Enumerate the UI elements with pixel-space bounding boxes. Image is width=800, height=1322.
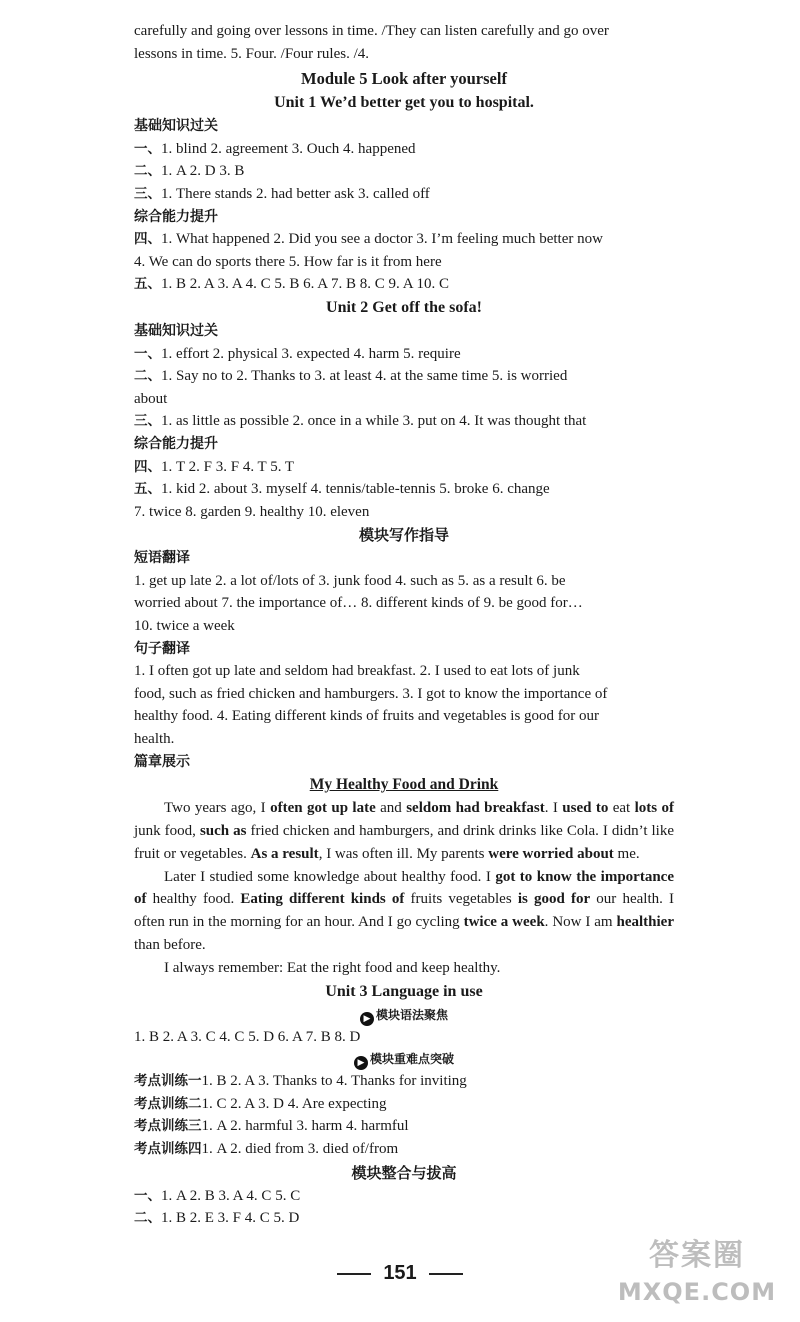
answers: 1. kid 2. about 3. myself 4. tennis/table-tennis 5. broke 6. change [161, 481, 550, 498]
essay-paragraph-2 [134, 866, 674, 957]
watermark-text: 答案圈 [649, 1238, 745, 1273]
section-number: 五、 [134, 276, 161, 293]
answers: 1. A 2. died from 3. died of/from [201, 1140, 399, 1157]
unit2-part5 [134, 478, 674, 501]
drill-line [134, 1070, 674, 1093]
play-icon: ▶ [354, 1056, 368, 1070]
answers: 1. T 2. F 3. F 4. T 5. T [161, 458, 295, 475]
banner-label: 模块重难点突破 [369, 1052, 454, 1067]
unit1-part5 [134, 273, 674, 296]
answers: 1. Say no to 2. Thanks to 3. at least 4. at the same time 5. is worried [161, 368, 568, 385]
text-run: Two years ago, I [164, 800, 271, 817]
sentence-line: 1. I often got up late and seldom had breakfast. 2. I used to eat lots of junk [134, 663, 580, 680]
text-line: carefully and going over lessons in time. /They can listen carefully and go over [134, 23, 609, 39]
answers: 1. There stands 2. had better ask 3. called off [161, 185, 430, 202]
essay-paragraph-1 [134, 797, 674, 865]
phrase-translation-heading: 短语翻译 [134, 550, 190, 567]
essay-heading: 篇章展示 [134, 753, 190, 770]
text-run: eat [608, 800, 635, 817]
text-run: healthy food. [146, 891, 241, 908]
answers: 1. B 2. A 3. A 4. C 5. B 6. A 7. B 8. C 9. A 10. C [161, 276, 449, 293]
watermark-url: MXQE.COM [617, 1278, 777, 1306]
watermark-logo [612, 1236, 782, 1316]
bold-phrase: healthier [616, 914, 674, 931]
answers: 1. A 2. D 3. B [161, 163, 245, 180]
answers: 1. C 2. A 3. D 4. Are expecting [201, 1095, 387, 1112]
section-number: 五、 [134, 481, 161, 498]
unit2-basic-heading: 基础知识过关 [134, 322, 218, 339]
sentence-line: healthy food. 4. Eating different kinds of fruits and vegetables is good for our [134, 708, 600, 725]
play-icon: ▶ [360, 1012, 374, 1026]
answers: 1. What happened 2. Did you see a doctor 3. I’m feeling much better now [161, 231, 603, 248]
module-title: Module 5 Look after yourself [301, 69, 507, 89]
sentence-translation-heading: 句子翻译 [134, 640, 190, 657]
text-run: fried chicken and hamburgers, and drink drinks like Cola. I didn’t like fruit or vegetables. [134, 823, 674, 862]
divider [429, 1273, 463, 1275]
unit2-part1 [134, 343, 674, 366]
bold-phrase: twice a week [463, 914, 545, 931]
text-run: fruits vegetables [404, 891, 518, 908]
drill-label: 考点训练二 [134, 1095, 202, 1112]
section-number: 一、 [134, 1187, 161, 1204]
section-number: 一、 [134, 345, 161, 362]
unit2-part2 [134, 365, 674, 388]
unit2-part4 [134, 456, 674, 479]
unit1-part2 [134, 160, 674, 183]
sentence-line: health. [134, 731, 175, 748]
unit1-part3 [134, 183, 674, 206]
drill-label: 考点训练四 [134, 1140, 202, 1157]
text-run: and [375, 800, 407, 817]
grammar-focus-banner [134, 1004, 674, 1026]
unit1-basic-heading: 基础知识过关 [134, 118, 218, 135]
unit2-title: Unit 2 Get off the sofa! [326, 298, 482, 316]
grammar-answers: 1. B 2. A 3. C 4. C 5. D 6. A 7. B 8. D [134, 1028, 361, 1045]
text-run: me. [613, 845, 640, 862]
bold-phrase: such as [199, 823, 247, 840]
unit2-part2-cont: about [134, 390, 168, 407]
drill-line [134, 1138, 674, 1161]
unit2-ability-heading: 综合能力提升 [134, 435, 218, 452]
answers: 1. A 2. harmful 3. harm 4. harmful [201, 1118, 409, 1135]
answers: 1. effort 2. physical 3. expected 4. harm 5. require [161, 345, 461, 362]
text-run: than before. [134, 937, 206, 953]
bold-phrase: were worried about [488, 845, 614, 862]
text-line: lessons in time. 5. Four. /Four rules. /4. [134, 45, 370, 62]
answer-page [134, 20, 674, 1230]
section-number: 二、 [134, 163, 161, 180]
drill-label: 考点训练三 [134, 1118, 202, 1135]
text-run: junk food, [134, 823, 200, 840]
section-number: 四、 [134, 231, 161, 248]
integration-part2 [134, 1207, 674, 1230]
divider [337, 1273, 371, 1275]
section-number: 三、 [134, 185, 161, 202]
text-run: , I was often ill. My parents [318, 845, 489, 862]
bold-phrase: used to [562, 800, 609, 817]
drill-line [134, 1115, 674, 1138]
section-number: 一、 [134, 140, 161, 157]
answers: 1. B 2. A 3. Thanks to 4. Thanks for inviting [201, 1073, 467, 1090]
unit1-part1 [134, 138, 674, 161]
bold-phrase: Eating different kinds of [240, 891, 405, 908]
banner-label: 模块语法聚焦 [375, 1007, 448, 1022]
bold-phrase: seldom had breakfast [406, 800, 545, 817]
section-number: 二、 [134, 1210, 161, 1227]
phrase-line: 10. twice a week [134, 618, 235, 635]
unit1-ability-heading: 综合能力提升 [134, 208, 218, 225]
text-run: . I [544, 800, 563, 817]
section-number: 二、 [134, 368, 161, 385]
drill-line [134, 1093, 674, 1116]
phrase-line: worried about 7. the importance of… 8. different kinds of 9. be good for… [134, 595, 583, 612]
answers: 1. A 2. B 3. A 4. C 5. C [161, 1187, 301, 1204]
phrase-line: 1. get up late 2. a lot of/lots of 3. junk food 4. such as 5. as a result 6. be [134, 572, 566, 589]
section-number: 四、 [134, 458, 161, 475]
text-run: . Now I am [544, 914, 617, 931]
unit1-title: Unit 1 We’d better get you to hospital. [274, 94, 534, 112]
answers: 1. blind 2. agreement 3. Ouch 4. happened [161, 140, 416, 157]
key-points-banner [134, 1048, 674, 1070]
drill-label: 考点训练一 [134, 1073, 202, 1090]
page-number-text: 151 [383, 1262, 417, 1284]
integration-title: 模块整合与拔高 [351, 1163, 457, 1182]
bold-phrase: got to know the importance of [134, 868, 674, 908]
bold-phrase: As a result [250, 845, 319, 862]
answers: 1. B 2. E 3. F 4. C 5. D [161, 1210, 300, 1227]
bold-phrase: lots of [634, 800, 675, 817]
essay-paragraph-3: I always remember: Eat the right food and keep healthy. [164, 959, 501, 976]
section-number: 三、 [134, 413, 161, 430]
unit1-part4-cont: 4. We can do sports there 5. How far is it from here [134, 253, 442, 270]
bold-phrase: often got up late [270, 800, 376, 817]
sentence-line: food, such as fried chicken and hamburgers. 3. I got to know the importance of [134, 685, 608, 702]
bold-phrase: is good for [517, 891, 591, 908]
essay-title: My Healthy Food and Drink [309, 776, 499, 794]
integration-part1 [134, 1185, 674, 1208]
text-run: our health. I often run in the morning for an hour. And I go cycling [134, 891, 675, 931]
answers: 1. as little as possible 2. once in a while 3. put on 4. It was thought that [161, 413, 587, 430]
unit1-part4 [134, 228, 674, 251]
unit2-part5-cont: 7. twice 8. garden 9. healthy 10. eleven [134, 503, 370, 520]
unit2-part3 [134, 410, 674, 433]
writing-guide-title: 模块写作指导 [358, 526, 449, 545]
unit3-title: Unit 3 Language in use [325, 982, 483, 1000]
text-run: Later I studied some knowledge about healthy food. I [164, 868, 496, 885]
